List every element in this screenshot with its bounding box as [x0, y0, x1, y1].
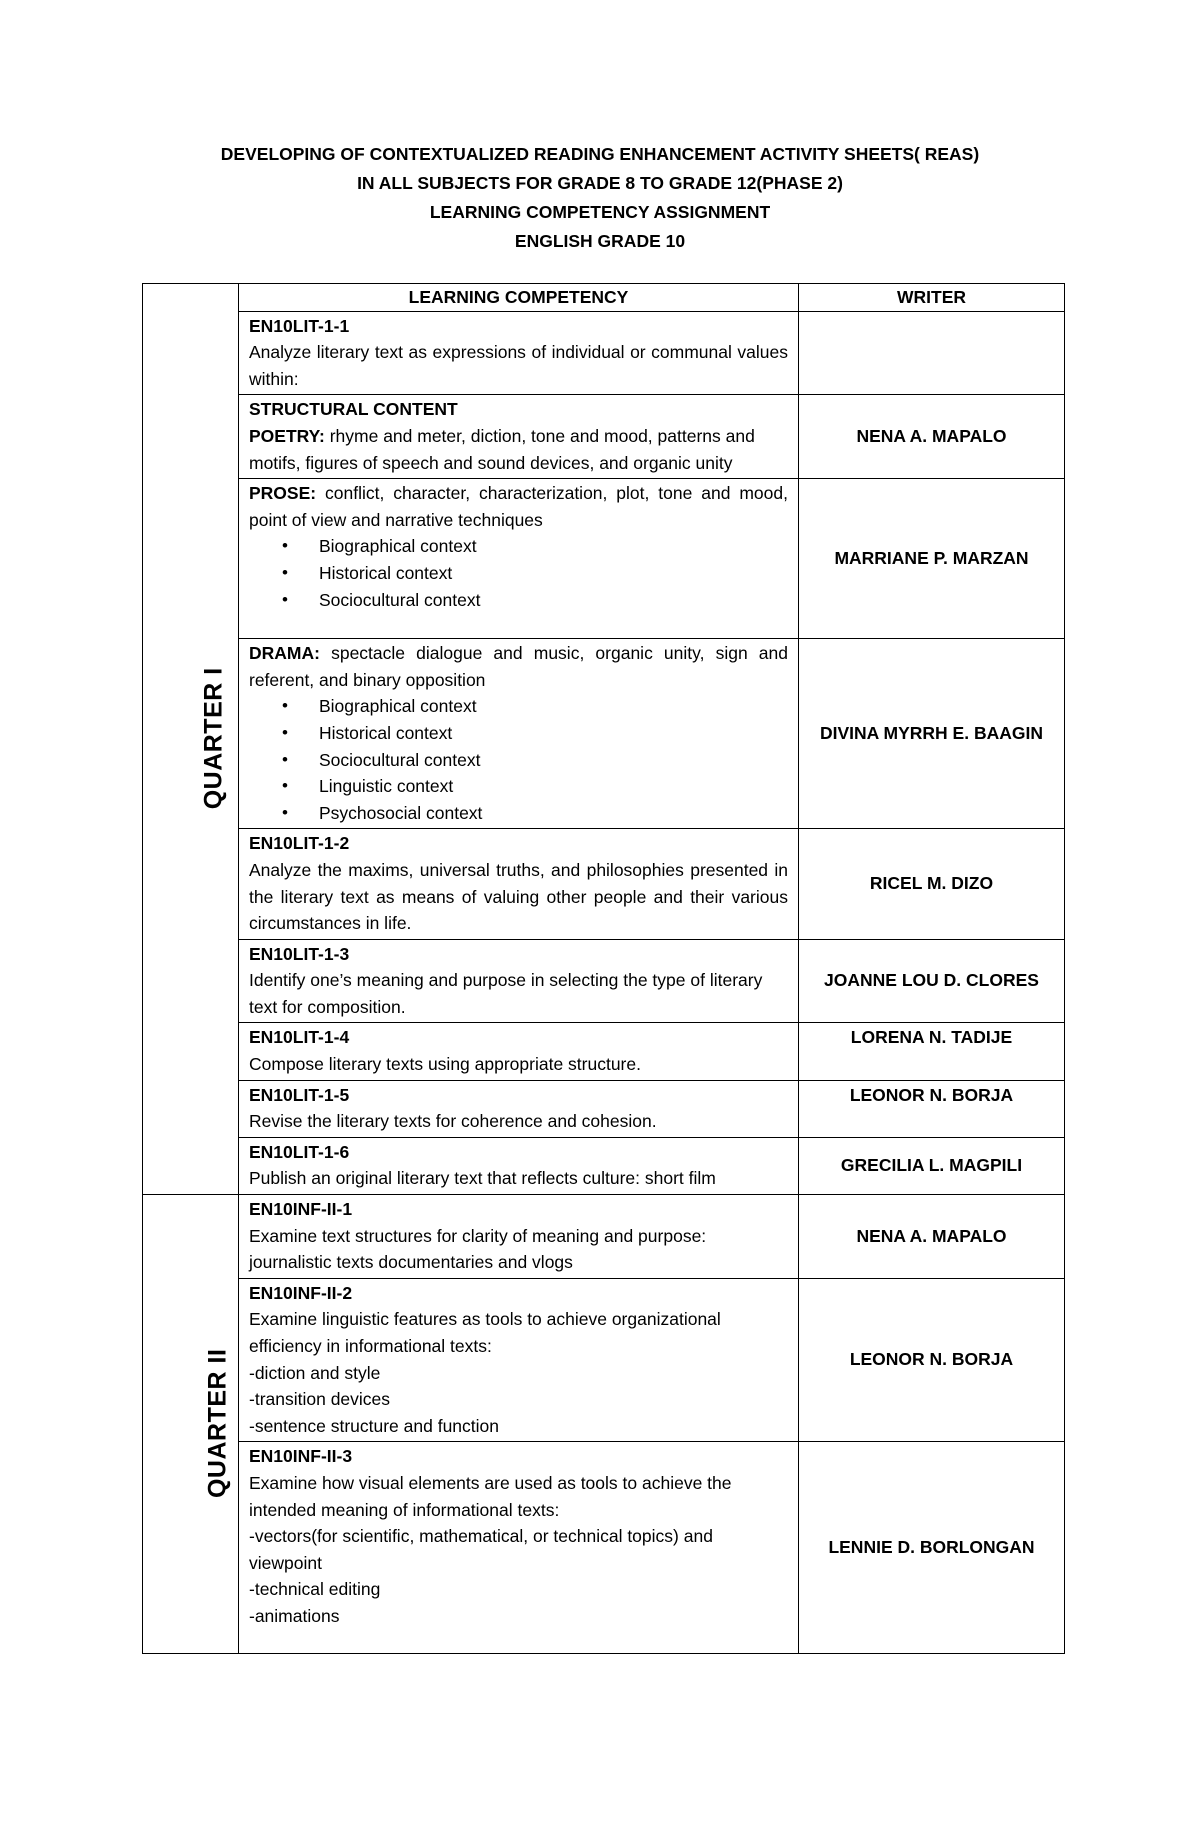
- writer-cell: LORENA N. TADIJE: [799, 1023, 1065, 1080]
- competency-code: EN10INF-II-3: [249, 1446, 353, 1467]
- competency-cell: [239, 829, 799, 939]
- competency-code: EN10INF-II-2: [249, 1282, 353, 1303]
- competency-description: Examine how visual elements are used as tools to achieve the intended meaning of informational texts:: [249, 1472, 732, 1520]
- writer-cell: LEONOR N. BORJA: [799, 1080, 1065, 1137]
- competency-description: Analyze the maxims, universal truths, and philosophies presented in the literary text as means of valuing other people and their various circumstances in life.: [249, 859, 788, 934]
- section-heading: STRUCTURAL CONTENT: [249, 399, 458, 420]
- competency-code: EN10LIT-1-2: [249, 833, 350, 854]
- column-header-competency: LEARNING COMPETENCY: [239, 284, 799, 312]
- genre-text: spectacle dialogue and music, organic unity, sign and referent, and binary opposition: [249, 643, 788, 690]
- competency-description: [249, 480, 788, 533]
- competency-code: EN10LIT-1-1: [249, 315, 350, 336]
- competency-description: Revise the literary texts for coherence and cohesion.: [249, 1111, 657, 1132]
- quarter-2-label: QUARTER II: [203, 1348, 232, 1498]
- table-row: [143, 1080, 1065, 1137]
- genre-label: POETRY:: [249, 425, 325, 446]
- list-item: • Linguistic context: [319, 773, 788, 800]
- context-list: [249, 693, 788, 826]
- competency-cell: [239, 939, 799, 1023]
- table-row: [143, 639, 1065, 829]
- competency-cell: [239, 1137, 799, 1194]
- competency-code: EN10LIT-1-5: [249, 1084, 350, 1105]
- competency-cell: [239, 395, 799, 479]
- table-row: [143, 395, 1065, 479]
- list-item: • Biographical context: [319, 693, 788, 720]
- competency-cell: [239, 311, 799, 395]
- list-item: -technical editing: [249, 1579, 381, 1600]
- table-row: [143, 1278, 1065, 1442]
- competency-cell: [239, 1080, 799, 1137]
- writer-cell: LENNIE D. BORLONGAN: [799, 1442, 1065, 1654]
- genre-text: rhyme and meter, diction, tone and mood, patterns and motifs, figures of speech and sound devices, and organic unity: [249, 425, 755, 473]
- writer-cell-empty: [799, 311, 1065, 395]
- competency-code: EN10INF-II-1: [249, 1199, 353, 1220]
- list-item: • Psychosocial context: [319, 800, 788, 827]
- competency-code: EN10LIT-1-6: [249, 1141, 350, 1162]
- writer-cell: GRECILIA L. MAGPILI: [799, 1137, 1065, 1194]
- list-item: -sentence structure and function: [249, 1415, 500, 1436]
- table-row: [143, 829, 1065, 939]
- quarter-1-cell: [143, 284, 239, 1195]
- column-header-writer: WRITER: [799, 284, 1065, 312]
- list-item: • Historical context: [319, 560, 788, 587]
- genre-label: DRAMA:: [249, 643, 320, 664]
- table-row: [143, 1137, 1065, 1194]
- competency-description: Examine linguistic features as tools to achieve organizational efficiency in informational texts:: [249, 1309, 721, 1356]
- table-row: [143, 1195, 1065, 1279]
- header-line-assignment: LEARNING COMPETENCY ASSIGNMENT: [429, 202, 771, 222]
- list-item: • Historical context: [319, 720, 788, 747]
- table-row: [143, 1442, 1065, 1654]
- list-item: -vectors(for scientific, mathematical, or technical topics) and viewpoint: [249, 1526, 713, 1573]
- competency-cell: [239, 1442, 799, 1654]
- list-item: • Biographical context: [319, 533, 788, 560]
- header-line-subject: ENGLISH GRADE 10: [514, 231, 686, 251]
- competency-code: EN10LIT-1-3: [249, 943, 350, 964]
- writer-cell: MARRIANE P. MARZAN: [799, 479, 1065, 639]
- list-item: -diction and style: [249, 1362, 381, 1383]
- list-item: • Sociocultural context: [319, 587, 788, 614]
- writer-cell: NENA A. MAPALO: [799, 1195, 1065, 1279]
- context-list: [249, 533, 788, 613]
- document-header: [0, 140, 1200, 256]
- competency-cell: [239, 639, 799, 829]
- competency-cell: [239, 1195, 799, 1279]
- competency-description: [249, 423, 788, 476]
- competency-description: Examine text structures for clarity of meaning and purpose: journalistic texts documentaries and vlogs: [249, 1225, 707, 1273]
- competency-table: [142, 283, 1065, 1654]
- table-header-row: [143, 284, 1065, 312]
- competency-cell: [239, 479, 799, 639]
- table-row: [143, 311, 1065, 395]
- table-row: [143, 1023, 1065, 1080]
- genre-text: conflict, character, characterization, plot, tone and mood, point of view and narrative techniques: [249, 483, 788, 530]
- competency-description: Compose literary texts using appropriate structure.: [249, 1054, 641, 1075]
- competency-description: Identify one’s meaning and purpose in selecting the type of literary text for composition.: [249, 970, 763, 1017]
- header-line-title: DEVELOPING OF CONTEXTUALIZED READING ENHANCEMENT ACTIVITY SHEETS( REAS): [220, 144, 980, 164]
- list-item: -transition devices: [249, 1389, 391, 1410]
- writer-cell: RICEL M. DIZO: [799, 829, 1065, 939]
- competency-description: [249, 640, 788, 693]
- genre-label: PROSE:: [249, 483, 317, 504]
- quarter-1-label: QUARTER I: [199, 667, 228, 810]
- list-item: • Sociocultural context: [319, 747, 788, 774]
- writer-cell: LEONOR N. BORJA: [799, 1278, 1065, 1442]
- quarter-2-cell: [143, 1195, 239, 1654]
- table-row: [143, 479, 1065, 639]
- competency-description: Analyze literary text as expressions of individual or communal values within:: [249, 342, 788, 389]
- writer-cell: JOANNE LOU D. CLORES: [799, 939, 1065, 1023]
- header-line-scope: IN ALL SUBJECTS FOR GRADE 8 TO GRADE 12(PHASE 2): [357, 173, 843, 193]
- table-row: [143, 939, 1065, 1023]
- competency-cell: [239, 1023, 799, 1080]
- competency-cell: [239, 1278, 799, 1442]
- writer-cell: NENA A. MAPALO: [799, 395, 1065, 479]
- list-item: -animations: [249, 1605, 340, 1626]
- competency-description: Publish an original literary text that reflects culture: short film: [249, 1168, 716, 1189]
- competency-code: EN10LIT-1-4: [249, 1027, 350, 1048]
- writer-cell: DIVINA MYRRH E. BAAGIN: [799, 639, 1065, 829]
